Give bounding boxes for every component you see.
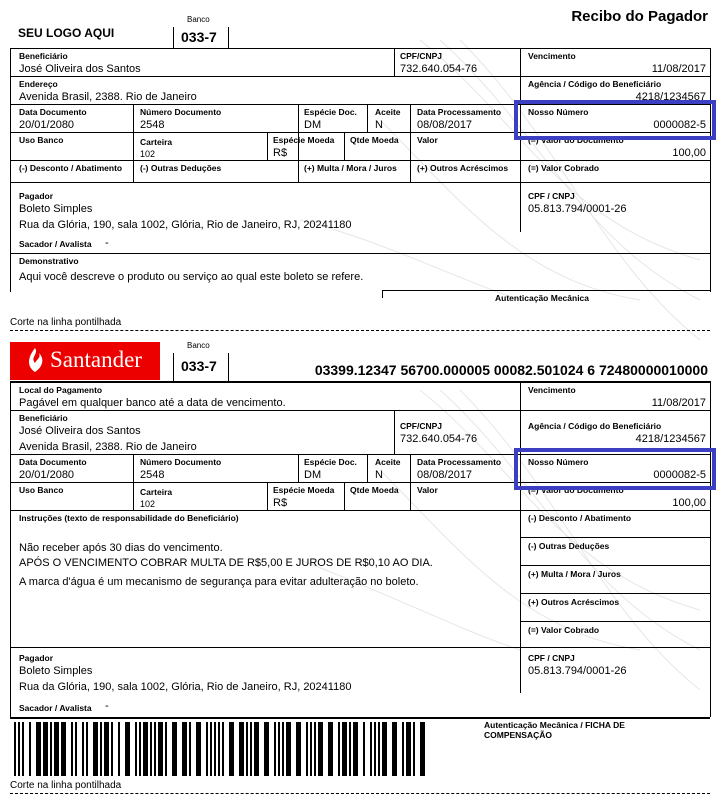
barcode-bar [374, 722, 376, 776]
carteira-label: Carteira [140, 137, 173, 147]
cpf-label-2: CPF/CNPJ [400, 421, 443, 431]
cut-line [10, 330, 710, 331]
carteira-label-2: Carteira [140, 487, 173, 497]
page-title: Recibo do Pagador [571, 8, 708, 25]
desconto-label-2: (-) Desconto / Abatimento [528, 513, 632, 523]
linha-digitavel: 03399.12347 56700.000005 00082.501024 6 72480000010000 [314, 362, 708, 378]
cpf-value-2: 732.640.054-76 [400, 433, 478, 445]
barcode-bar [93, 722, 98, 776]
instrucoes-line-2: APÓS O VENCIMENTO COBRAR MULTA DE R$5,00 E JUROS DE R$0,10 AO DIA. [19, 557, 433, 569]
bank-code: 033-7 [181, 29, 217, 45]
barcode-bar [165, 722, 167, 776]
numero-documento-label-2: Número Documento [140, 457, 222, 467]
barcode-bar [22, 722, 24, 776]
agencia-label: Agência / Código do Beneficiário [528, 79, 662, 89]
barcode-bar [158, 722, 163, 776]
carteira-value-2: 102 [140, 499, 156, 509]
barcode-bar [61, 722, 66, 776]
valor-documento-label-2: (=) Valor do Documento [528, 485, 624, 495]
barcode-bar [18, 722, 20, 776]
pagador-name: Boleto Simples [19, 203, 93, 215]
barcode-bar [14, 722, 16, 776]
demonstrativo-label: Demonstrativo [19, 256, 79, 266]
barcode-bar [125, 722, 130, 776]
vencimento-label: Vencimento [528, 51, 576, 61]
aceite-value-2: N [375, 469, 383, 481]
cut-line-2 [10, 793, 710, 794]
sacador-value: - [105, 237, 109, 249]
cpf-cnpj-label: CPF / CNPJ [528, 191, 575, 201]
data-documento-value-2: 20/01/2080 [19, 469, 75, 481]
sacador-value-2: - [105, 700, 109, 712]
barcode-bar [100, 722, 102, 776]
instrucoes-line-3: A marca d'água é um mecanismo de segurança para evitar adulteração no boleto. [19, 576, 419, 588]
barcode-bar [349, 722, 351, 776]
especie-doc-label: Espécie Doc. [304, 107, 357, 117]
pagador-name-2: Boleto Simples [19, 665, 93, 677]
aceite-value: N [375, 119, 383, 131]
vencimento-value-2: 11/08/2017 [651, 397, 706, 409]
desconto-label: (-) Desconto / Abatimento [19, 163, 123, 173]
barcode-bar [274, 722, 276, 776]
valor-cobrado-label-2: (=) Valor Cobrado [528, 625, 600, 635]
barcode-bar [104, 722, 109, 776]
barcode-bar [353, 722, 358, 776]
barcode-bar [150, 722, 152, 776]
barcode-bar [229, 722, 234, 776]
beneficiario-address: Avenida Brasil, 2388. Rio de Janeiro [19, 441, 197, 453]
barcode-bar [318, 722, 323, 776]
aceite-label-2: Aceite [375, 457, 401, 467]
especie-moeda-label: Espécie Moeda [273, 135, 335, 145]
pagador-label-2: Pagador [19, 653, 54, 663]
barcode-bar [254, 722, 259, 776]
cut-line-label-2: Corte na linha pontilhada [10, 780, 122, 791]
barcode-bar [250, 722, 252, 776]
beneficiario-label: Beneficiário [19, 51, 68, 61]
outras-deducoes-label-2: (-) Outras Deduções [528, 541, 610, 551]
bank-label-2: Banco [187, 341, 210, 350]
barcode-bar [172, 722, 177, 776]
bank-code-2: 033-7 [181, 358, 217, 374]
valor-documento-value-2: 100,00 [672, 497, 706, 509]
cut-line-label: Corte na linha pontilhada [10, 317, 122, 328]
barcode-bar [154, 722, 156, 776]
barcode-bar [86, 722, 88, 776]
barcode-bar [139, 722, 141, 776]
barcode [14, 722, 426, 776]
local-pagamento-value: Pagável em qualquer banco até a data de vencimento. [19, 397, 286, 409]
especie-doc-label-2: Espécie Doc. [304, 457, 357, 467]
uso-banco-label-2: Uso Banco [19, 485, 64, 495]
barcode-bar [111, 722, 113, 776]
pagador-doc: 05.813.794/0001-26 [528, 203, 627, 215]
barcode-bar [196, 722, 201, 776]
barcode-bar [314, 722, 316, 776]
numero-documento-value-2: 2548 [140, 469, 165, 481]
data-processamento-value-2: 08/08/2017 [417, 469, 473, 481]
agencia-value-2: 4218/1234567 [635, 433, 706, 445]
barcode-bar [246, 722, 248, 776]
aceite-label: Aceite [375, 107, 401, 117]
barcode-bar [189, 722, 191, 776]
data-processamento-label-2: Data Processamento [417, 457, 502, 467]
numero-documento-value: 2548 [140, 119, 165, 131]
qtde-moeda-label: Qtde Moeda [350, 135, 399, 145]
qtde-moeda-label-2: Qtde Moeda [350, 485, 399, 495]
valor-documento-label: (=) Valor do Documento [528, 135, 624, 145]
beneficiario-label-2: Beneficiário [19, 413, 68, 423]
outros-acrescimos-label: (+) Outros Acréscimos [417, 163, 509, 173]
cpf-label: CPF/CNPJ [400, 51, 443, 61]
cpf-cnpj-label-2: CPF / CNPJ [528, 653, 575, 663]
instrucoes-line-1: Não receber após 30 dias do vencimento. [19, 542, 223, 554]
endereco-label: Endereço [19, 79, 58, 89]
barcode-bar [143, 722, 148, 776]
sacador-label-2: Sacador / Avalista [19, 703, 92, 713]
barcode-bar [342, 722, 347, 776]
data-processamento-value: 08/08/2017 [417, 119, 473, 131]
nosso-numero-value: 0000082-5 [653, 119, 706, 131]
data-documento-label: Data Documento [19, 107, 87, 117]
pagador-doc-2: 05.813.794/0001-26 [528, 665, 627, 677]
multa-label: (+) Multa / Mora / Juros [304, 163, 397, 173]
barcode-bar [54, 722, 59, 776]
especie-doc-value-2: DM [304, 469, 322, 481]
agencia-label-2: Agência / Código do Beneficiário [528, 421, 662, 431]
outros-acrescimos-label-2: (+) Outros Acréscimos [528, 597, 620, 607]
barcode-bar [278, 722, 280, 776]
valor-label-2: Valor [417, 485, 438, 495]
valor-documento-value: 100,00 [672, 147, 706, 159]
especie-doc-value: DM [304, 119, 322, 131]
especie-moeda-label-2: Espécie Moeda [273, 485, 335, 495]
barcode-bar [296, 722, 301, 776]
local-pagamento-label: Local do Pagamento [19, 385, 103, 395]
barcode-bar [328, 722, 333, 776]
especie-moeda-value-2: R$ [273, 497, 288, 509]
barcode-bar [420, 722, 425, 776]
barcode-bar [363, 722, 365, 776]
barcode-bar [206, 722, 208, 776]
santander-logo [10, 342, 160, 380]
beneficiario-value: José Oliveira dos Santos [19, 63, 141, 75]
barcode-bar [218, 722, 220, 776]
flame-icon [24, 346, 46, 376]
pagador-address-2: Rua da Glória, 190, sala 1002, Glória, Rio de Janeiro, RJ, 20241180 [19, 681, 352, 693]
pagador-address: Rua da Glória, 190, sala 1002, Glória, Rio de Janeiro, RJ, 20241180 [19, 219, 352, 231]
multa-label-2: (+) Multa / Mora / Juros [528, 569, 621, 579]
vencimento-label-2: Vencimento [528, 385, 576, 395]
barcode-bar [118, 722, 120, 776]
demonstrativo-value: Aqui você descreve o produto ou serviço ao qual este boleto se refere. [19, 271, 364, 283]
endereco-value: Avenida Brasil, 2388. Rio de Janeiro [19, 91, 197, 103]
nosso-numero-highlight-2 [514, 448, 716, 490]
barcode-bar [378, 722, 380, 776]
especie-moeda-value: R$ [273, 147, 288, 159]
numero-documento-label: Número Documento [140, 107, 222, 117]
barcode-bar [29, 722, 31, 776]
barcode-bar [210, 722, 212, 776]
barcode-bar [338, 722, 340, 776]
santander-wordmark: Santander [50, 347, 142, 372]
autenticacao-ficha-label: Autenticação Mecânica / FICHA DE COMPENSAÇÃO [484, 720, 625, 740]
carteira-value: 102 [140, 149, 156, 159]
nosso-numero-value-2: 0000082-5 [653, 469, 706, 481]
barcode-bar [222, 722, 224, 776]
barcode-bar [36, 722, 41, 776]
barcode-bar [264, 722, 269, 776]
barcode-bar [286, 722, 291, 776]
data-documento-value: 20/01/2080 [19, 119, 75, 131]
company-logo: SEU LOGO AQUI [18, 26, 115, 40]
nosso-numero-label-2: Nosso Número [528, 457, 589, 467]
agencia-value: 4218/1234567 [635, 91, 706, 103]
barcode-bar [50, 722, 52, 776]
barcode-bar [182, 722, 187, 776]
barcode-bar [310, 722, 312, 776]
sacador-label: Sacador / Avalista [19, 239, 92, 249]
barcode-bar [306, 722, 308, 776]
barcode-bar [135, 722, 137, 776]
barcode-bar [282, 722, 284, 776]
bank-label: Banco [187, 15, 210, 24]
barcode-bar [406, 722, 411, 776]
barcode-bar [402, 722, 404, 776]
uso-banco-label: Uso Banco [19, 135, 64, 145]
data-processamento-label: Data Processamento [417, 107, 502, 117]
vencimento-value: 11/08/2017 [651, 63, 706, 75]
cpf-value: 732.640.054-76 [400, 63, 478, 75]
data-documento-label-2: Data Documento [19, 457, 87, 467]
valor-label: Valor [417, 135, 438, 145]
barcode-bar [413, 722, 415, 776]
autenticacao-label: Autenticação Mecânica [495, 293, 590, 303]
barcode-bar [239, 722, 244, 776]
barcode-bar [214, 722, 216, 776]
pagador-label: Pagador [19, 191, 54, 201]
valor-cobrado-label: (=) Valor Cobrado [528, 163, 600, 173]
nosso-numero-label: Nosso Número [528, 107, 589, 117]
barcode-bar [382, 722, 387, 776]
barcode-bar [71, 722, 73, 776]
beneficiario-value-2: José Oliveira dos Santos [19, 425, 141, 437]
nosso-numero-highlight [514, 100, 716, 140]
barcode-bar [43, 722, 48, 776]
instrucoes-label: Instruções (texto de responsabilidade do Beneficiário) [19, 513, 239, 523]
barcode-bar [75, 722, 77, 776]
barcode-bar [392, 722, 397, 776]
outras-deducoes-label: (-) Outras Deduções [140, 163, 222, 173]
barcode-bar [82, 722, 84, 776]
barcode-bar [370, 722, 372, 776]
